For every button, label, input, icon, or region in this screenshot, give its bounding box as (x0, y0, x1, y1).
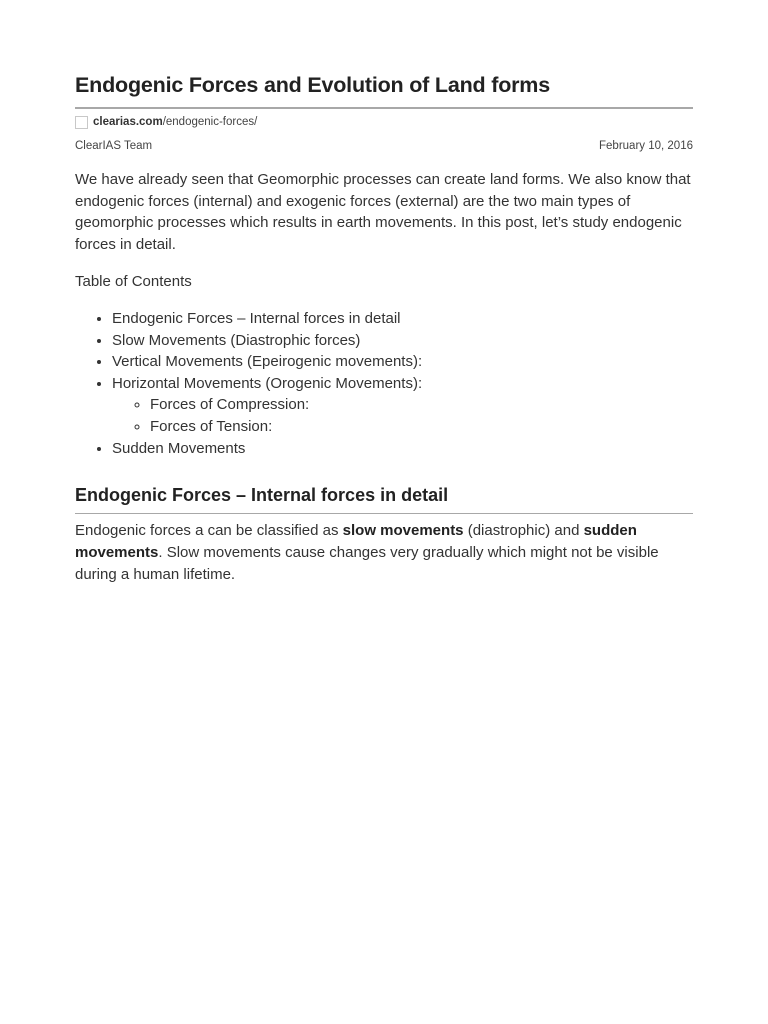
bold-slow-movements: slow movements (342, 522, 464, 539)
toc-item-slow-movements[interactable]: • Slow Movements (Diastrophic forces) (112, 330, 730, 352)
toc-sublist (112, 394, 730, 437)
bold-sudden-movements: sudden movements (75, 522, 637, 561)
source-link[interactable] (75, 113, 257, 131)
table-of-contents (75, 308, 730, 459)
section-divider (75, 513, 693, 514)
toc-item-horizontal-movements-label[interactable]: Horizontal Movements (Orogenic Movements): (112, 374, 423, 392)
toc-item-horizontal-movements (112, 373, 730, 438)
toc-item-sudden-movements[interactable]: • Sudden Movements (112, 438, 730, 460)
toc-subitem-compression[interactable]: ◦ Forces of Compression: (150, 394, 730, 416)
toc-title: Table of Contents (75, 273, 192, 290)
toc-subitem-tension[interactable]: ◦ Forces of Tension: (150, 416, 730, 438)
intro-paragraph: We have already seen that Geomorphic processes can create land forms. We also know that endogenic forces (internal) and exogenic forces (external) are the two main types of geomorphic processes which results in earth movements. In this post, let’s study endogenic forces in detail. (75, 171, 691, 253)
toc-item-endogenic-forces[interactable]: • Endogenic Forces – Internal forces in detail (112, 308, 730, 330)
toc-item-vertical-movements[interactable]: • Vertical Movements (Epeirogenic movements): (112, 351, 730, 373)
section-text-2: (diastrophic) and (463, 522, 584, 539)
source-domain[interactable]: clearias.com (93, 116, 163, 128)
author: ClearIAS Team (75, 140, 153, 152)
favicon-icon (75, 116, 88, 129)
title-divider (75, 107, 693, 109)
section-text-3: . Slow movements cause changes very gradually which might not be visible during a human lifetime. (75, 543, 659, 583)
section-heading: Endogenic Forces – Internal forces in detail (75, 485, 449, 505)
section-text-1: Endogenic forces a can be classified as (75, 522, 343, 539)
publish-date: February 10, 2016 (599, 140, 693, 152)
source-path[interactable]: /endogenic-forces/ (162, 116, 258, 128)
page-title: Endogenic Forces and Evolution of Land forms (75, 73, 550, 97)
section-paragraph (75, 520, 693, 585)
